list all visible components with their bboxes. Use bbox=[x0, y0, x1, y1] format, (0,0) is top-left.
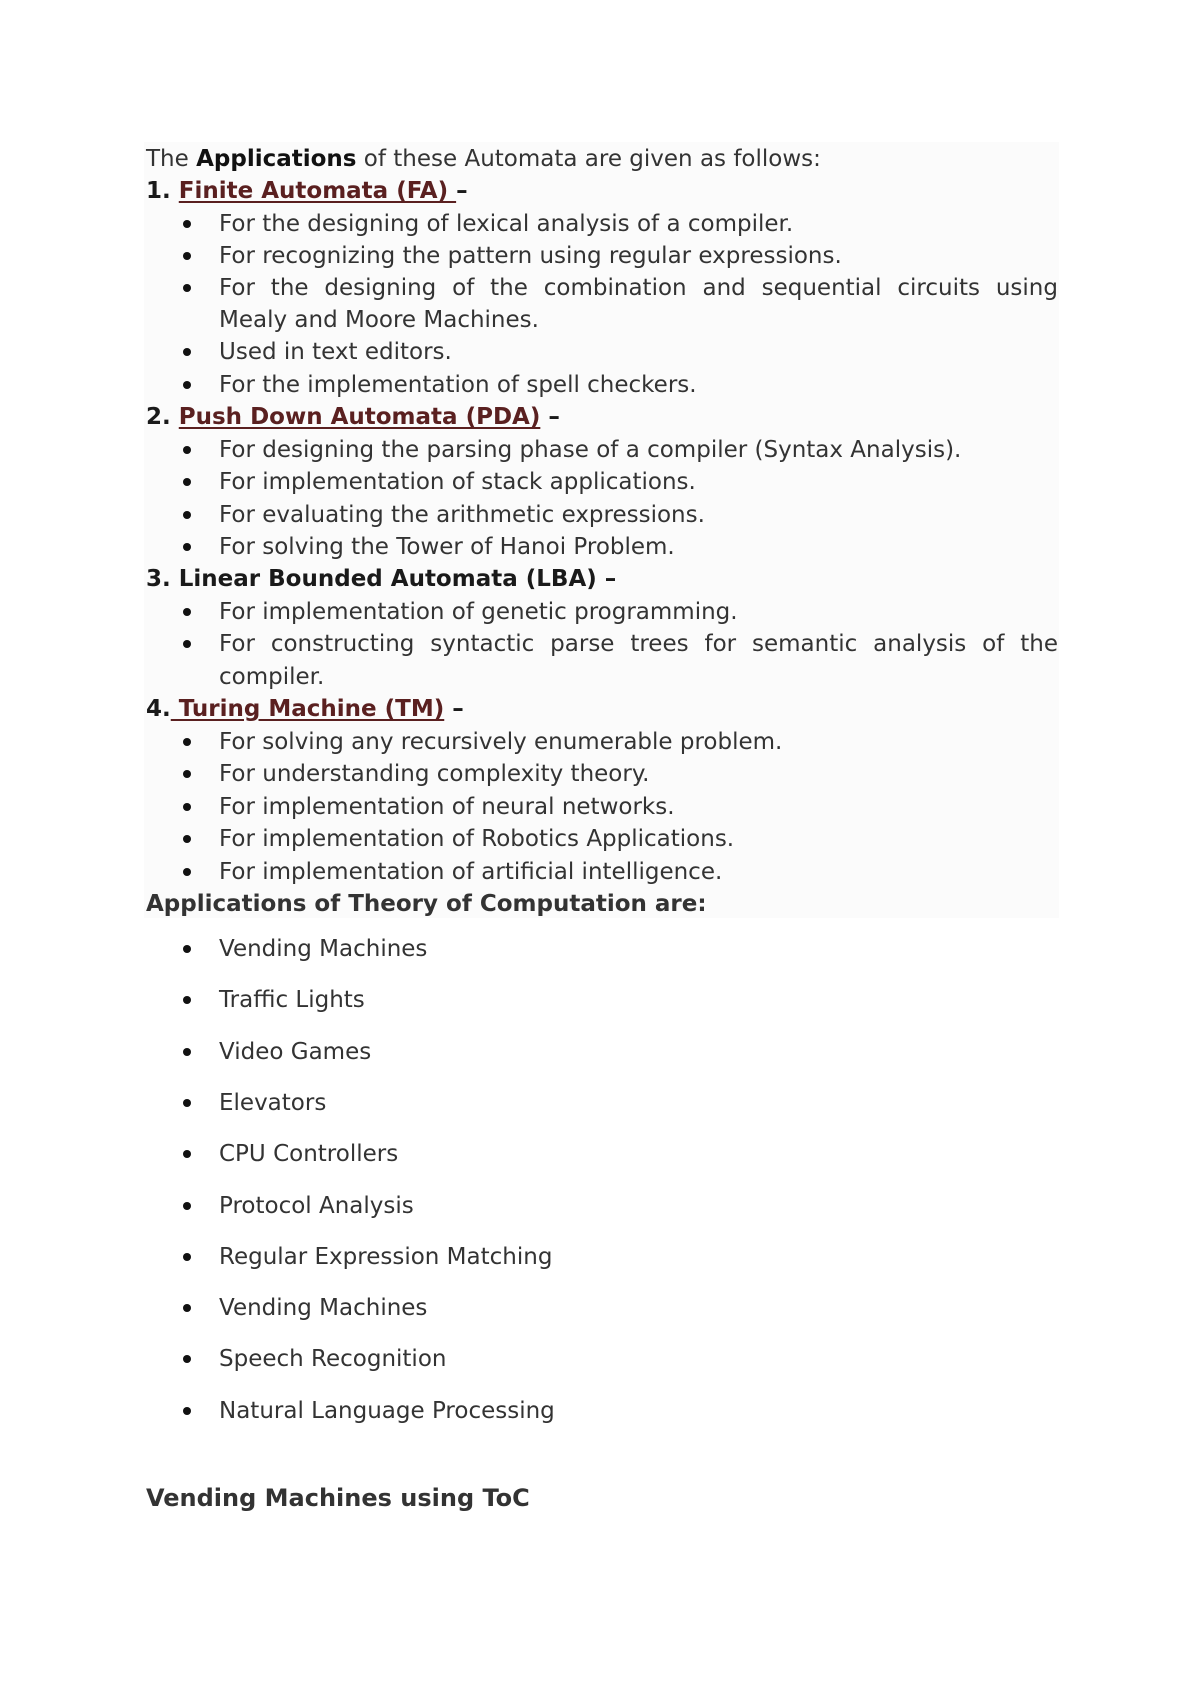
section-title: Linear Bounded Automata (LBA) – bbox=[178, 566, 617, 592]
bullet-icon bbox=[183, 381, 191, 389]
section-1-heading bbox=[146, 175, 468, 207]
bullet-icon bbox=[183, 1202, 191, 1210]
vending-machines-heading: Vending Machines using ToC bbox=[146, 1484, 530, 1512]
bullet-icon bbox=[183, 738, 191, 746]
bullet-icon bbox=[183, 770, 191, 778]
section-2-heading bbox=[146, 401, 560, 433]
intro-line bbox=[146, 143, 821, 175]
bullet-icon bbox=[183, 868, 191, 876]
section-dash: – bbox=[444, 696, 464, 722]
bullet-icon bbox=[183, 284, 191, 292]
bullet-icon bbox=[183, 1099, 191, 1107]
applications-heading: Applications of Theory of Computation are: bbox=[146, 891, 707, 917]
bullet-icon bbox=[183, 640, 191, 648]
intro-prefix: The bbox=[146, 146, 197, 172]
bullet-icon bbox=[183, 608, 191, 616]
bullet-icon bbox=[183, 996, 191, 1004]
bullet-icon bbox=[183, 945, 191, 953]
section-number: 3. bbox=[146, 566, 171, 592]
intro-suffix: of these Automata are given as follows: bbox=[356, 146, 821, 172]
bullet-icon bbox=[183, 835, 191, 843]
bullet-icon bbox=[183, 220, 191, 228]
bullet-icon bbox=[183, 803, 191, 811]
section-dash: – bbox=[456, 178, 468, 204]
bullet-icon bbox=[183, 348, 191, 356]
bullet-icon bbox=[183, 478, 191, 486]
section-number: 1. bbox=[146, 178, 171, 204]
bullet-icon bbox=[183, 1304, 191, 1312]
section-dash: – bbox=[540, 404, 560, 430]
turing-machine-link[interactable]: Turing Machine (TM) bbox=[170, 696, 445, 722]
list-item-continuation: Mealy and Moore Machines. bbox=[219, 307, 539, 333]
document-page: The Applications of these Automata are given as follows: 1. Finite Automata (FA) – For the designing of lexical analysis of a compiler. For recognizing the pattern using regular expressions. For the designing of the combination and sequential circuits using Mealy and Moore Machines. Used in text editors. For the implementation of spell checkers. 2. Push Down Automata (PDA) – For designing the parsing phase of a compiler (Syntax Analysis). For implementation of stack applications. For evaluating the arithmetic expressions. For solving the Tower of Hanoi Problem. 3. Linear Bounded Automata (LBA) – For implementation of genetic programming. For constructing syntactic parse trees for semantic analysis of the compiler. 4. Turing Machine (TM) – For solving any recursively enumerable problem. For understanding complexity theory. For implementation of neural networks. For implementation of Robotics Applications. For implementation of artificial intelligence. Applications of Theory of Computation are: Vending Machines Traffic Lights Video Games Elevators CPU Controllers Protocol Analysis Regular Expression Matching Vending Machines Speech Recognition Natural Language Processing Vending Machines using ToC bbox=[0, 0, 1200, 1698]
intro-bold: Applications bbox=[196, 146, 357, 172]
bullet-icon bbox=[183, 543, 191, 551]
section-3-heading bbox=[146, 563, 616, 595]
bullet-icon bbox=[183, 252, 191, 260]
list-item-continuation: compiler. bbox=[219, 664, 325, 690]
section-number: 4. bbox=[146, 696, 171, 722]
bullet-icon bbox=[183, 1355, 191, 1363]
push-down-automata-link[interactable]: Push Down Automata (PDA) bbox=[178, 404, 541, 430]
section-4-heading bbox=[146, 693, 464, 725]
section-number: 2. bbox=[146, 404, 171, 430]
bullet-icon bbox=[183, 1048, 191, 1056]
finite-automata-link[interactable]: Finite Automata (FA) bbox=[178, 178, 457, 204]
bullet-icon bbox=[183, 1407, 191, 1415]
bullet-icon bbox=[183, 1253, 191, 1261]
bullet-icon bbox=[183, 511, 191, 519]
bullet-icon bbox=[183, 1150, 191, 1158]
bullet-icon bbox=[183, 446, 191, 454]
